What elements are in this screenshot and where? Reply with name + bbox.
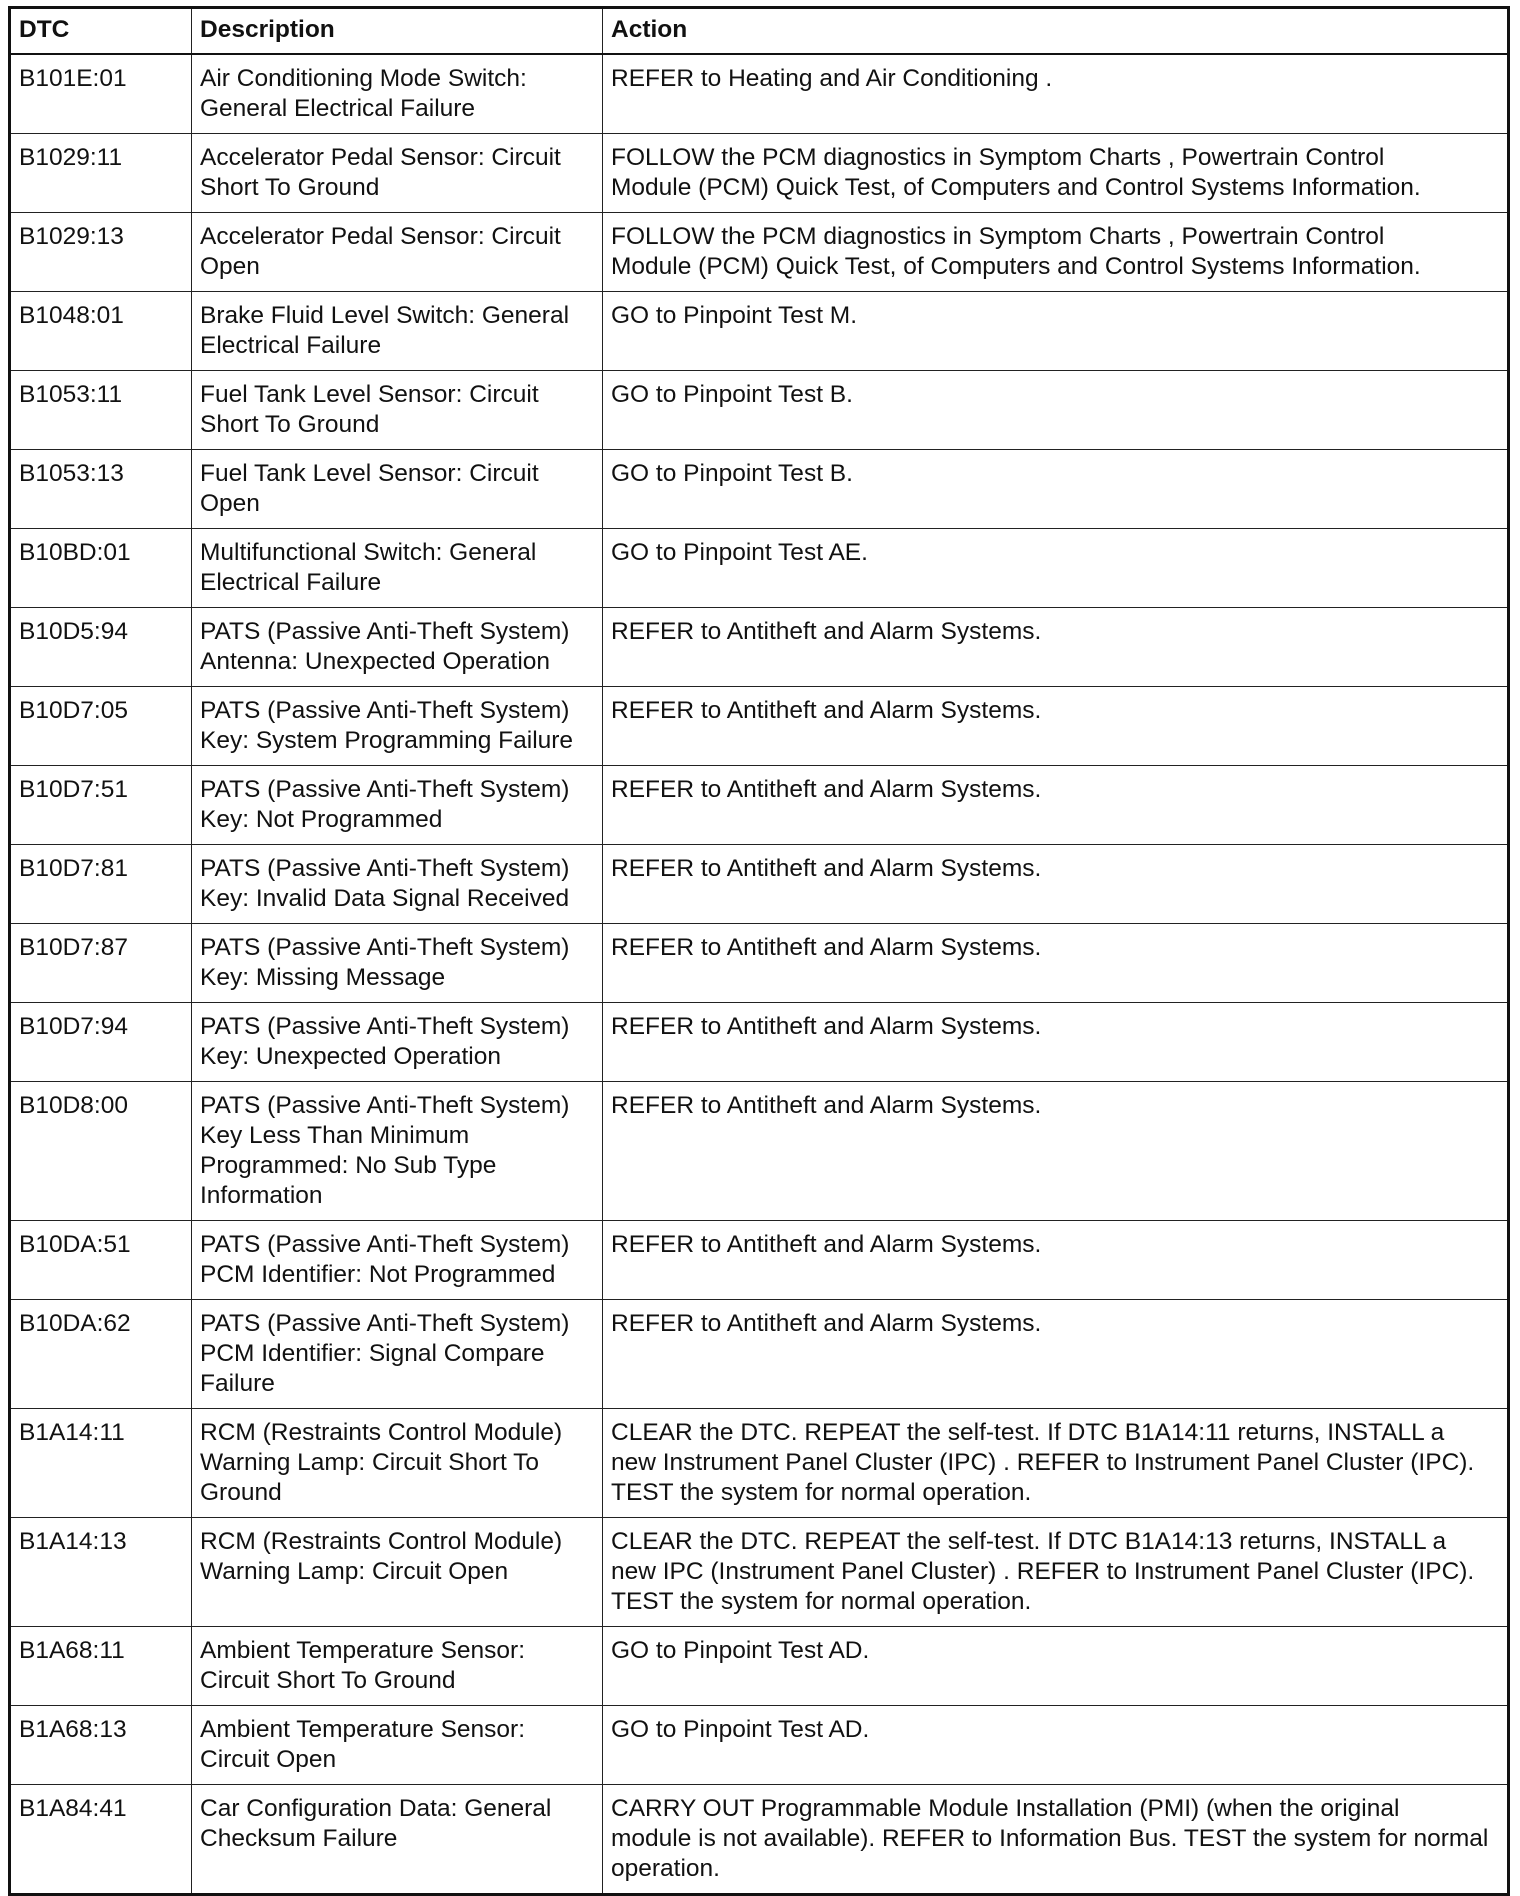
table-row [10,1003,1509,1082]
action-cell: GO to Pinpoint Test AD. [603,1706,1509,1785]
table-row [10,1785,1509,1895]
column-header-dtc: DTC [10,8,192,55]
table-header-row [10,8,1509,55]
action-cell: GO to Pinpoint Test AD. [603,1627,1509,1706]
table-row [10,1300,1509,1409]
table-row [10,529,1509,608]
dtc-code-cell: B1A14:13 [10,1518,192,1627]
action-cell: REFER to Antitheft and Alarm Systems. [603,1221,1509,1300]
table-row [10,766,1509,845]
dtc-code-cell: B10D7:94 [10,1003,192,1082]
description-cell: RCM (Restraints Control Module) Warning Lamp: Circuit Short To Ground [192,1409,603,1518]
description-cell: PATS (Passive Anti-Theft System) PCM Identifier: Signal Compare Failure [192,1300,603,1409]
table-row [10,371,1509,450]
action-cell: FOLLOW the PCM diagnostics in Symptom Charts , Powertrain Control Module (PCM) Quick Test, of Computers and Control Systems Information. [603,213,1509,292]
action-cell: REFER to Antitheft and Alarm Systems. [603,766,1509,845]
dtc-table [8,6,1510,1896]
action-cell: FOLLOW the PCM diagnostics in Symptom Charts , Powertrain Control Module (PCM) Quick Test, of Computers and Control Systems Information. [603,134,1509,213]
action-cell: REFER to Antitheft and Alarm Systems. [603,845,1509,924]
action-cell: REFER to Antitheft and Alarm Systems. [603,924,1509,1003]
dtc-code-cell: B10D7:87 [10,924,192,1003]
description-cell: PATS (Passive Anti-Theft System) Key: System Programming Failure [192,687,603,766]
dtc-code-cell: B1A84:41 [10,1785,192,1895]
table-row [10,924,1509,1003]
dtc-code-cell: B1A68:11 [10,1627,192,1706]
description-cell: Accelerator Pedal Sensor: Circuit Open [192,213,603,292]
table-row [10,213,1509,292]
action-cell: GO to Pinpoint Test B. [603,371,1509,450]
action-cell: REFER to Antitheft and Alarm Systems. [603,608,1509,687]
description-cell: PATS (Passive Anti-Theft System) Key Less Than Minimum Programmed: No Sub Type Information [192,1082,603,1221]
table-row [10,1627,1509,1706]
action-cell: REFER to Antitheft and Alarm Systems. [603,1003,1509,1082]
description-cell: PATS (Passive Anti-Theft System) Key: Invalid Data Signal Received [192,845,603,924]
description-cell: Brake Fluid Level Switch: General Electrical Failure [192,292,603,371]
dtc-code-cell: B10DA:51 [10,1221,192,1300]
dtc-code-cell: B1053:13 [10,450,192,529]
dtc-code-cell: B101E:01 [10,54,192,134]
description-cell: Ambient Temperature Sensor: Circuit Short To Ground [192,1627,603,1706]
description-cell: PATS (Passive Anti-Theft System) Antenna: Unexpected Operation [192,608,603,687]
description-cell: RCM (Restraints Control Module) Warning Lamp: Circuit Open [192,1518,603,1627]
table-row [10,845,1509,924]
action-cell: GO to Pinpoint Test M. [603,292,1509,371]
description-cell: Air Conditioning Mode Switch: General Electrical Failure [192,54,603,134]
table-row [10,1409,1509,1518]
table-row [10,1082,1509,1221]
action-cell: CARRY OUT Programmable Module Installation (PMI) (when the original module is not available). REFER to Information Bus. TEST the system for normal operation. [603,1785,1509,1895]
action-cell: CLEAR the DTC. REPEAT the self-test. If DTC B1A14:13 returns, INSTALL a new IPC (Instrument Panel Cluster) . REFER to Instrument Panel Cluster (IPC). TEST the system for normal operation. [603,1518,1509,1627]
dtc-code-cell: B10D7:05 [10,687,192,766]
action-cell: REFER to Heating and Air Conditioning . [603,54,1509,134]
dtc-code-cell: B10D7:81 [10,845,192,924]
action-cell: CLEAR the DTC. REPEAT the self-test. If DTC B1A14:11 returns, INSTALL a new Instrument Panel Cluster (IPC) . REFER to Instrument Panel Cluster (IPC). TEST the system for normal operation. [603,1409,1509,1518]
table-row [10,450,1509,529]
description-cell: Multifunctional Switch: General Electrical Failure [192,529,603,608]
dtc-code-cell: B10D7:51 [10,766,192,845]
action-cell: REFER to Antitheft and Alarm Systems. [603,687,1509,766]
description-cell: PATS (Passive Anti-Theft System) PCM Identifier: Not Programmed [192,1221,603,1300]
table-row [10,608,1509,687]
table-row [10,687,1509,766]
action-cell: REFER to Antitheft and Alarm Systems. [603,1082,1509,1221]
table-row [10,1221,1509,1300]
dtc-code-cell: B1029:11 [10,134,192,213]
column-header-description: Description [192,8,603,55]
table-row [10,1706,1509,1785]
table-row [10,292,1509,371]
dtc-code-cell: B1048:01 [10,292,192,371]
description-cell: PATS (Passive Anti-Theft System) Key: Missing Message [192,924,603,1003]
description-cell: Fuel Tank Level Sensor: Circuit Short To Ground [192,371,603,450]
table-row [10,134,1509,213]
table-row [10,54,1509,134]
description-cell: Car Configuration Data: General Checksum Failure [192,1785,603,1895]
description-cell: Accelerator Pedal Sensor: Circuit Short To Ground [192,134,603,213]
table-row [10,1518,1509,1627]
action-cell: GO to Pinpoint Test AE. [603,529,1509,608]
action-cell: GO to Pinpoint Test B. [603,450,1509,529]
dtc-code-cell: B1053:11 [10,371,192,450]
description-cell: Fuel Tank Level Sensor: Circuit Open [192,450,603,529]
dtc-code-cell: B1A68:13 [10,1706,192,1785]
action-cell: REFER to Antitheft and Alarm Systems. [603,1300,1509,1409]
dtc-code-cell: B10BD:01 [10,529,192,608]
dtc-code-cell: B10D5:94 [10,608,192,687]
description-cell: PATS (Passive Anti-Theft System) Key: Not Programmed [192,766,603,845]
column-header-action: Action [603,8,1509,55]
dtc-code-cell: B1A14:11 [10,1409,192,1518]
dtc-code-cell: B10D8:00 [10,1082,192,1221]
dtc-code-cell: B1029:13 [10,213,192,292]
dtc-code-cell: B10DA:62 [10,1300,192,1409]
table-body [10,54,1509,1895]
description-cell: PATS (Passive Anti-Theft System) Key: Unexpected Operation [192,1003,603,1082]
description-cell: Ambient Temperature Sensor: Circuit Open [192,1706,603,1785]
